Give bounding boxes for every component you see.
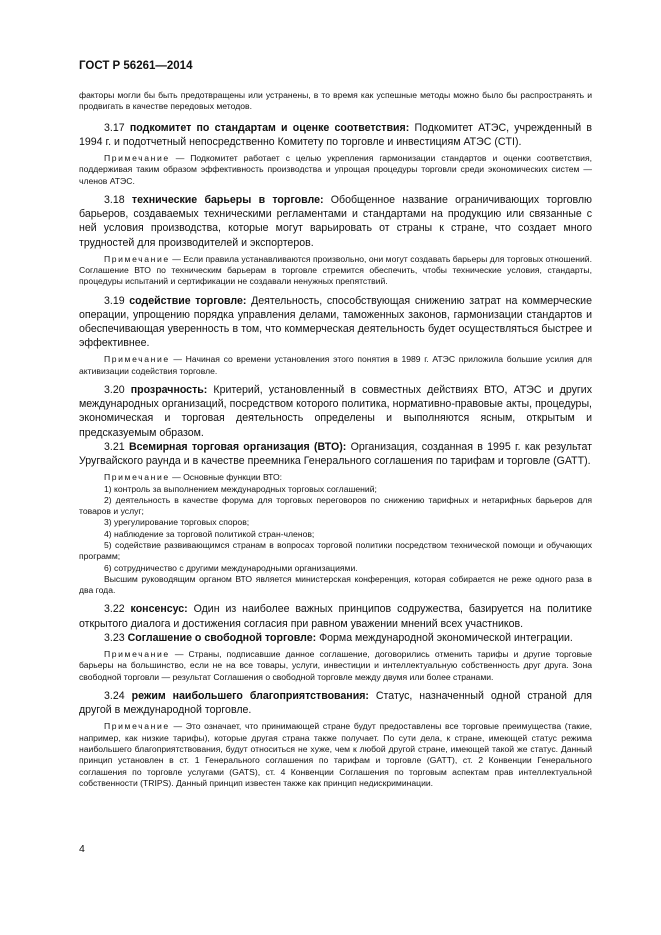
note-3-18	[79, 254, 592, 288]
term-number: 3.24	[104, 689, 125, 702]
standard-header: ГОСТ Р 56261—2014	[79, 60, 193, 72]
term-definition: Деятельность, способствующая снижению затрат на коммерческие операции, упрощению порядка управления делами, таможенных законов, гармонизации стандартов и обеспечивающая уверенность в том, что коммерческая деятельность будет осуществляться быстрее и эффективнее.	[79, 294, 592, 350]
note-text: — Начиная со времени установления этого понятия в 1989 г. АТЭС приложила большие усилия для активизации содействия торговле.	[79, 354, 593, 376]
term-number: 3.23	[104, 631, 125, 644]
term-3-19	[79, 294, 592, 351]
note-label: Примечание	[104, 153, 170, 163]
note-3-24	[79, 721, 592, 789]
list-item: 6) сотрудничество с другими международными организациями.	[104, 562, 358, 573]
note-text: — Страны, подписавшие данное соглашение, договорились отменить тарифы и другие торговые барьеры на большинство, если не на все товары, услуги, инвестиции и интеллектуальную собственность друг друга. Зона свободной торговли — результат Соглашения о свободной торговле между двумя или более странами.	[79, 649, 592, 682]
term-title: консенсус:	[130, 603, 188, 616]
note-3-21	[79, 472, 592, 483]
term-title: технические барьеры в торговле:	[131, 193, 324, 206]
term-3-21	[79, 440, 592, 468]
note-label: Примечание	[104, 721, 170, 732]
term-definition: Статус, назначенный одной страной для другой в международной торговле.	[79, 689, 593, 717]
list-item: 4) наблюдение за торговой политикой стран-членов;	[104, 528, 315, 539]
term-3-18	[79, 193, 592, 250]
note-text: — Основные функции ВТО:	[172, 472, 283, 483]
document-body	[79, 90, 592, 789]
term-title: прозрачность:	[130, 384, 208, 396]
term-3-22	[79, 602, 592, 630]
term-definition: Один из наиболее важных принципов содружества, базируется на политике открытого диалога и достижения согласия при равном уважении мнений всех участников.	[79, 603, 592, 630]
term-definition: Критерий, установленный в совместных действиях ВТО, АТЭС и других международных организаций, посредством которого политика, нормативно-правовые акты, процедуры, экономическая и торговая деятельность определены и выполняются ясным, открытым и предсказуемым образом.	[79, 384, 593, 439]
note-label: Примечание	[104, 649, 170, 660]
term-number: 3.19	[104, 294, 125, 307]
note-3-19	[79, 354, 592, 377]
term-definition: Обобщенное название ограничивающих торговлю барьеров, создаваемых техническими регламентами и стандартами на продукцию или связанные с ней условия производства, которые могут варьировать от страны к стране, что создает много трудностей для производителей и экспортеров.	[79, 193, 592, 249]
term-definition: Форма международной экономической интеграции.	[319, 631, 573, 644]
note-extra: Высшим руководящим органом ВТО является министерская конференция, которая собирается не реже одного раза в два года.	[79, 573, 592, 596]
note-text: — Подкомитет работает с целью укрепления гармонизации стандартов и оценки соответствия, поддерживая таким образом эффективность производства и упрощая процедуры торговли среди экономических систем — членов АТЭС.	[79, 153, 592, 186]
note-3-17	[79, 153, 592, 187]
list-item: 1) контроль за выполнением международных торговых соглашений;	[104, 483, 377, 494]
page-number: 4	[79, 843, 85, 855]
term-definition: Подкомитет АТЭС, учрежденный в 1994 г. и подотчетный непосредственно Комитету по торговле и инвестициям АТЭС (CTI).	[79, 121, 592, 148]
term-3-24	[79, 689, 592, 717]
term-definition: Организация, созданная в 1995 г. как результат Уругвайского раунда и в качестве преемника Генерального соглашения по тарифам и торговле (GATT).	[79, 440, 592, 468]
intro-paragraph: факторы могли бы быть предотвращены или устранены, в то время как успешные методы можно было бы распространять и продвигать в качестве передовых методов.	[79, 90, 592, 112]
list-item: 2) деятельность в качестве форума для торговых переговоров по снижению тарифных и нетарифных барьеров для товаров и услуг;	[79, 494, 592, 517]
term-3-20	[79, 383, 592, 440]
list-item: 3) урегулирование торговых споров;	[104, 517, 250, 528]
term-number: 3.17	[104, 121, 125, 134]
note-label: Примечание	[104, 354, 170, 365]
term-number: 3.20	[104, 384, 125, 396]
term-title: Всемирная торговая организация (ВТО):	[128, 440, 347, 453]
term-3-17	[79, 121, 592, 149]
note-text: — Это означает, что принимающей стране будут предоставлены все торговые преимущества (такие, например, как низкие тарифы), которые другая страна также получает. По сути дела, к стране, имеющей статус режима наибольшего благоприятствования, будут относиться не хуже, чем к любой другой стране, имеющей такой же статус. Данный принцип установлен в ст. 1 Генерального соглашения по тарифам и торговле (GATT), ст. 2 Конвенции Генерального соглашения по торговле услугами (GATS), ст. 4 Конвенции Соглашения по торговым аспектам прав интеллектуальной собственности (TRIPS). Данный принцип известен также как принцип недискриминации.	[79, 721, 593, 788]
list-item: 5) содействие развивающимся странам в вопросах торговой политики посредством технической помощи и обучающих программ;	[79, 540, 592, 562]
term-title: Соглашение о свободной торговле:	[127, 631, 317, 644]
term-number: 3.18	[104, 193, 125, 206]
term-number: 3.22	[104, 603, 125, 616]
term-title: режим наибольшего благоприятствования:	[131, 689, 369, 702]
term-3-23	[79, 631, 592, 645]
note-text: — Если правила устанавливаются произвольно, они могут создавать барьеры для торговых отношений. Соглашение ВТО по техническим барьерам в торговле стремится обеспечить, чтобы технические условия, стандарты, процедуры испытаний и сертификации не создавали ненужных препятствий.	[79, 253, 592, 287]
term-title: содействие торговле:	[129, 294, 247, 307]
term-number: 3.21	[104, 440, 125, 453]
note-3-23	[79, 649, 592, 683]
term-title: подкомитет по стандартам и оценке соответствия:	[129, 121, 410, 134]
note-label: Примечание	[104, 253, 170, 264]
note-label: Примечание	[104, 472, 170, 483]
